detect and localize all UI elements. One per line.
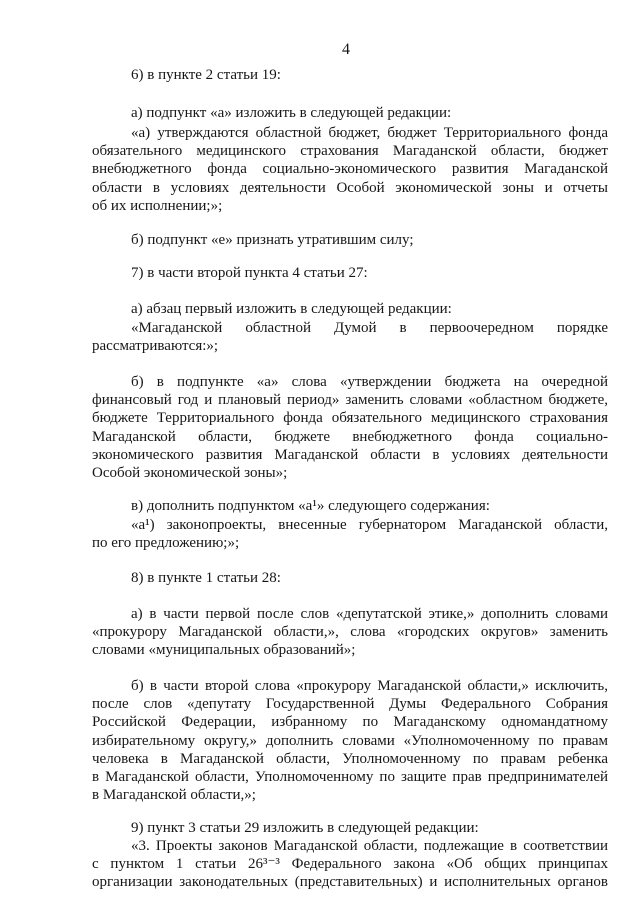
text-line: области в условиях деятельности Особой экономической зоны и отчеты (92, 179, 608, 196)
text-line: «прокурору Магаданской области,», слова «городских округов» заменить (92, 624, 608, 641)
text-line: 7) в части второй пункта 4 статьи 27: (131, 265, 368, 281)
text-line: «а¹) законопроекты, внесенные губернатором Магаданской области, (131, 517, 608, 533)
text-line: 9) пункт 3 статьи 29 изложить в следующей редакции: (131, 820, 479, 836)
text-line: организации законодательных (представительных) и исполнительных органов (92, 874, 608, 891)
text-line: «Магаданской областной Думой в первоочередном порядке (131, 320, 608, 336)
text-line: Особой экономической зоны»; (92, 464, 288, 481)
text-line: бюджете Территориального фонда обязательного медицинского страхования (92, 410, 608, 427)
text-line: Российской Федерации, избранному по Магаданскому одномандатному (92, 714, 608, 731)
text-line: а) абзац первый изложить в следующей редакции: (131, 301, 452, 317)
subitem-v-intro (92, 497, 608, 515)
item-9-heading (92, 819, 608, 837)
text-line: экономического развития Магаданской области в условиях деятельности (92, 446, 608, 463)
subitem-b (92, 231, 608, 249)
subitem-b (92, 677, 608, 804)
subitem-a-intro (92, 104, 608, 122)
text-line: с пунктом 1 статьи 26³⁻³ Федерального закона «Об общих принципах (92, 856, 608, 873)
page-number: 4 (342, 41, 350, 58)
quoted-text (92, 319, 608, 355)
text-line: внебюджетного фонда социально-экономического развития Магаданской (92, 161, 608, 178)
item-6-heading (92, 66, 608, 84)
text-line: обязательного медицинского страхования Магаданской области, бюджет (92, 143, 608, 160)
text-line: рассматриваются:»; (92, 338, 219, 355)
text-line: «а) утверждаются областной бюджет, бюджет Территориального фонда (131, 125, 608, 141)
quoted-subitem-a1 (92, 516, 608, 552)
text-line: а) в части первой после слов «депутатской этике,» дополнить словами (131, 606, 608, 622)
text-line: об их исполнении;»; (92, 197, 223, 214)
text-line: словами «муниципальных образований»; (92, 642, 356, 659)
text-line: в Магаданской области,»; (92, 787, 256, 804)
quoted-subitem-a (92, 124, 608, 215)
text-line: Магаданской области, бюджете внебюджетного фонда социально- (92, 428, 608, 445)
text-line: а) подпункт «а» изложить в следующей редакции: (131, 105, 452, 121)
subitem-a-intro (92, 300, 608, 318)
text-line: в Магаданской области, Уполномоченному по защите прав предпринимателей (92, 768, 608, 785)
quoted-item-3 (92, 837, 608, 892)
text-line: 6) в пункте 2 статьи 19: (131, 67, 281, 83)
text-line: в) дополнить подпунктом «а¹» следующего содержания: (131, 498, 490, 514)
subitem-a (92, 605, 608, 660)
text-line: после слов «депутату Государственной Думы Федерального Собрания (92, 696, 608, 713)
text-line: б) в части второй слова «прокурору Магаданской области,» исключить, (131, 678, 608, 694)
text-line: избирательному округу,» дополнить словами «Уполномоченному по правам (92, 732, 608, 749)
text-line: б) подпункт «е» признать утратившим силу; (131, 232, 414, 248)
subitem-b (92, 373, 608, 482)
text-line: б) в подпункте «а» слова «утверждении бюджета на очередной (131, 374, 608, 390)
text-line: по его предложению;»; (92, 535, 240, 552)
text-line: финансовый год и плановый период» заменить словами «областном бюджете, (92, 392, 608, 409)
item-8-heading (92, 569, 608, 587)
text-line: человека в Магаданской области, Уполномоченному по правам ребенка (92, 750, 608, 767)
text-line: «3. Проекты законов Магаданской области, подлежащие в соответствии (131, 838, 608, 854)
item-7-heading (92, 264, 608, 282)
text-line: 8) в пункте 1 статьи 28: (131, 570, 281, 586)
